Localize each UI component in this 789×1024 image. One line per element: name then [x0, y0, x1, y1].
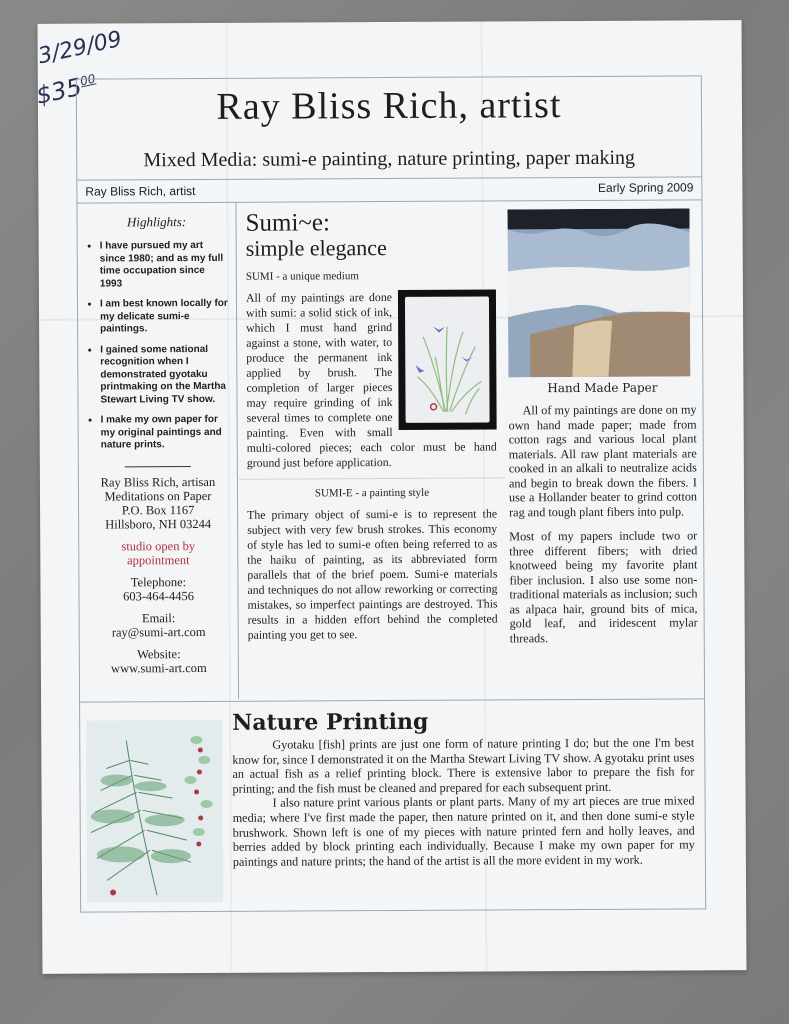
website-label: Website:	[137, 646, 181, 661]
studio-note	[79, 538, 237, 567]
telephone-label: Telephone:	[130, 574, 187, 589]
contact-name: Ray Bliss Rich, artisan	[100, 474, 216, 490]
sumi-e-article	[245, 209, 497, 642]
paper-caption: Hand Made Paper	[547, 380, 658, 396]
iris-painting-image	[398, 289, 497, 430]
iris-paper	[405, 296, 490, 422]
page-subtitle: Mixed Media: sumi-e painting, nature printing, paper making	[143, 146, 636, 172]
email-link[interactable]: ray@sumi-art.com	[111, 624, 206, 639]
byline-issue: Early Spring 2009	[597, 180, 694, 195]
contact-block	[79, 474, 238, 675]
price-dollars: $35	[33, 72, 85, 110]
sumi-paragraph: All of my paintings are done with sumi: a solid stick of ink, which I must hand grind against a stone, with water, to produce the permanent ink applied by brush. The completion of larger pieces may require grinding of ink several times to complete one painting. Even with small multi-colored pieces; each color must be hand ground just before application.	[245, 289, 497, 470]
newsletter-frame	[76, 75, 706, 912]
paper-article	[507, 208, 698, 694]
contact-city: Hillsboro, NH 03244	[105, 516, 212, 532]
email-label: Email:	[141, 610, 176, 625]
nature-printing-heading: Nature Printing	[232, 708, 429, 736]
divider	[239, 477, 505, 479]
sumi-e-subheading: SUMI-E - a painting style	[314, 486, 430, 500]
contact-po-box: P.O. Box 1167	[121, 502, 195, 517]
fern-illustration	[86, 720, 223, 903]
highlight-item: • I make my own paper for my original paintings and nature prints.	[101, 414, 231, 452]
sumi-heading-sub: simple elegance	[245, 235, 387, 261]
price-cents: 00	[78, 71, 97, 89]
byline-bar	[77, 176, 701, 203]
page-title: Ray Bliss Rich, artist	[216, 84, 562, 128]
nature-paragraph: Gyotaku [fish] prints are just one form of nature printing I do; but the one I'm best know for, since I demonstrated it on the Martha Stewart Living TV show. A gyotaku print uses an actual fish as a relief printing block. There is extensive labor to prepare the fish for printing; and the fish must be cleaned and prepared for each subsequent print.	[232, 735, 695, 796]
studio-note-line: studio open by	[121, 538, 196, 553]
contact-business: Meditations on Paper	[104, 488, 212, 504]
nature-paragraph: I also nature print various plants or plant parts. Many of my art pieces are true mixed media; where I've first made the paper, then nature printed on it, and then done sumi-e style brushwork. Shown left is one of my pieces with nature printed fern and holly leaves, and berries added by block printing each individually. Because I make my own paper for my paintings and nature prints; the hand of the artist is all the more evident in my work.	[232, 793, 695, 869]
divider	[125, 466, 191, 467]
highlights-title: Highlights:	[126, 214, 187, 230]
sumi-e-paragraph: The primary object of sumi-e is to represent the subject with very few brush strokes. This economy of style has led to sumi-e often being referred to as the haiku of painting, as its abbreviated form parallels that of the brief poem. Sumi-e materials and techniques do not allow reworking or correcting mistakes, so imperfect paintings are destroyed. This results in a hidden effort behind the completed painting you get to see.	[247, 506, 498, 642]
studio-note-line: appointment	[127, 552, 190, 567]
byline-author: Ray Bliss Rich, artist	[85, 184, 196, 199]
iris-illustration	[405, 296, 490, 422]
sumi-subheading: SUMI - a unique medium	[245, 270, 359, 283]
paper-layers-illustration	[507, 208, 690, 377]
telephone-value: 603-464-4456	[123, 588, 194, 603]
nature-printing-section	[80, 698, 705, 912]
highlights-list	[78, 240, 237, 452]
sidebar	[77, 202, 239, 700]
paper-paragraph: All of my paintings are done on my own hand made paper; made from cotton rags and various local plant materials. All raw plant materials are cooked in an alkali to neutralize acids and begin to break down the fibers. I use a Hollander beater to grind cotton rag and tough plant fibers into pulp.	[508, 402, 698, 519]
fern-print-image	[86, 720, 223, 903]
website-link[interactable]: www.sumi-art.com	[110, 660, 207, 675]
sumi-heading: Sumi~e:	[245, 209, 331, 237]
handwritten-date: 3/29/09	[35, 26, 125, 70]
newsletter-sheet	[33, 20, 747, 974]
highlight-item: • I am best known locally for my delicate sumi-e paintings.	[100, 298, 230, 336]
highlight-item: • I have pursued my art since 1980; and as my full time occupation since 1993	[100, 240, 230, 291]
hand-made-paper-image	[507, 208, 690, 377]
paper-paragraph: Most of my papers include two or three different fibers; with dried knotweed being my favorite plant fiber inclusion. I also use some non-traditional materials as inclusion; such as alpaca hair, ground bits of mica, gold leaf, and iridescent mylar threads.	[509, 528, 698, 645]
highlight-item: • I gained some national recognition when I demonstrated gyotaku printmaking on the Martha Stewart Living TV show.	[100, 343, 230, 406]
nature-printing-body	[232, 735, 695, 869]
